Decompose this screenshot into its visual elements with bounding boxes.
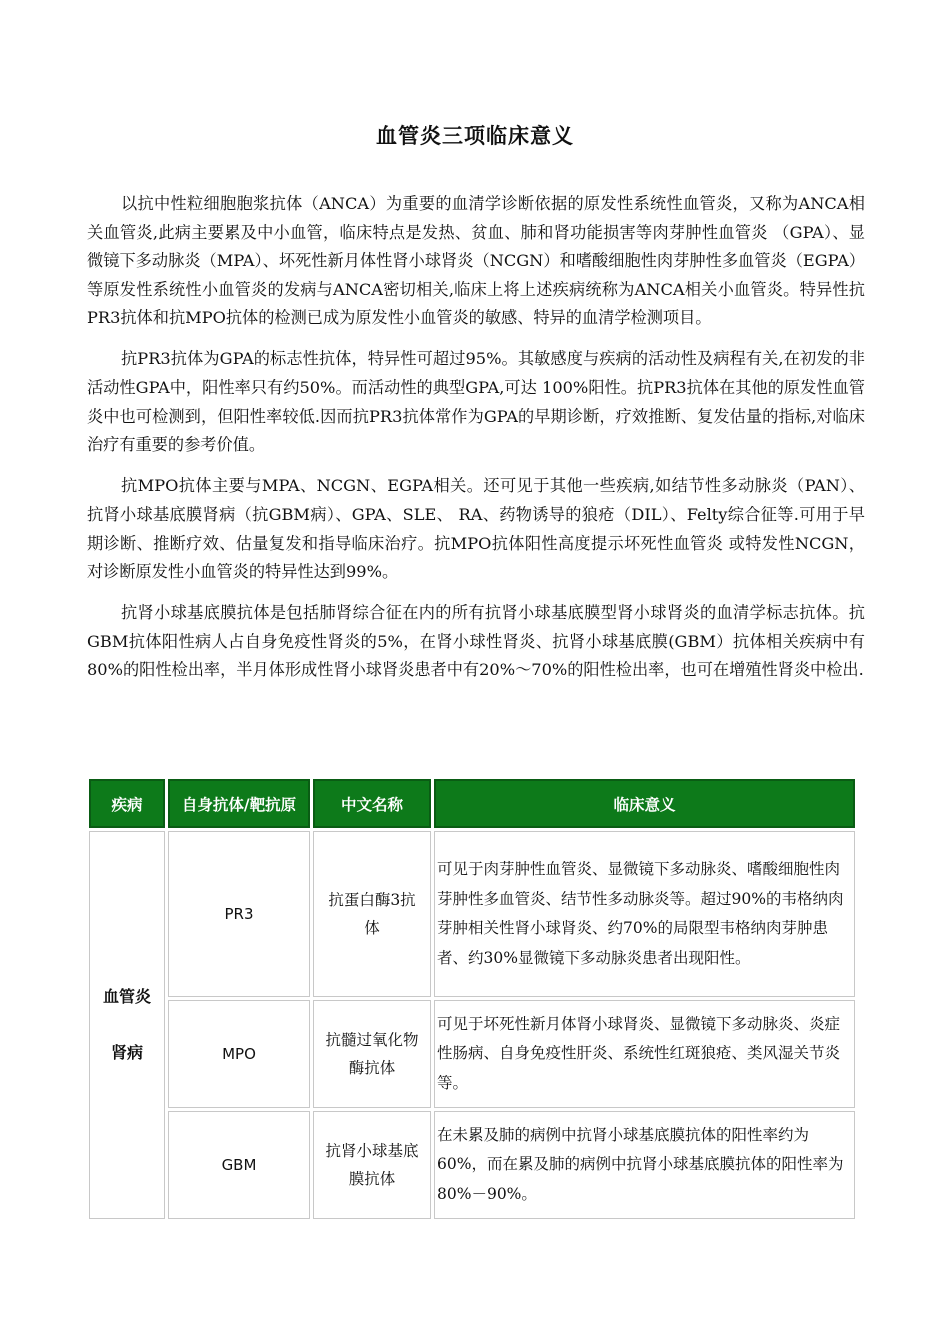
header-disease: 疾病	[89, 779, 165, 828]
table-header-row	[89, 779, 855, 828]
paragraph-mpo: 抗MPO抗体主要与MPA、NCGN、EGPA相关。还可见于其他一些疾病,如结节性多动脉炎（PAN）、抗肾小球基底膜肾病（抗GBM病）、GPA、SLE、 RA、药物诱导的狼疮（DIL）、Felty综合征等.可用于早期诊断、推断疗效、估量复发和指导临床治疗。抗MPO抗体阳性高度提示坏死性血管炎 或特发性NCGN，对诊断原发性小血管炎的特异性达到99%。	[87, 476, 865, 582]
antibody-cell: GBM	[168, 1111, 310, 1219]
paragraph-pr3: 抗PR3抗体为GPA的标志性抗体，特异性可超过95%。其敏感度与疾病的活动性及病程有关,在初发的非活动性GPA中，阳性率只有约50%。而活动性的典型GPA,可达 100%阳性。抗PR3抗体在其他的原发性血管炎中也可检测到，但阳性率较低.因而抗PR3抗体常作为GPA的早期诊断，疗效推断、复发估量的指标,对临床治疗有重要的参考价值。	[87, 349, 865, 455]
body-text	[87, 190, 865, 698]
chinese-name-cell	[313, 1000, 431, 1108]
chinese-name-cell	[313, 831, 431, 997]
header-chinese-name: 中文名称	[313, 779, 431, 828]
chinese-name-cell	[313, 1111, 431, 1219]
significance-cell: 可见于肉芽肿性血管炎、显微镜下多动脉炎、嗜酸细胞性肉芽肿性多血管炎、结节性多动脉炎等。超过90%的韦格纳肉芽肿相关性肾小球肾炎、约70%的局限型韦格纳肉芽肿患者、约30%显微镜下多动脉炎患者出现阳性。	[434, 831, 855, 997]
clinical-significance-table	[86, 776, 858, 1222]
significance-cell: 在未累及肺的病例中抗肾小球基底膜抗体的阳性率约为60%，而在累及肺的病例中抗肾小球基底膜抗体的阳性率为80%－90%。	[434, 1111, 855, 1219]
header-antibody: 自身抗体/靶抗原	[168, 779, 310, 828]
paragraph-anca-intro: 以抗中性粒细胞胞浆抗体（ANCA）为重要的血清学诊断依据的原发性系统性血管炎，又称为ANCA相关血管炎,此病主要累及中小血管，临床特点是发热、贫血、肺和肾功能损害等肉芽肿性血管炎 （GPA）、显微镜下多动脉炎（MPA）、坏死性新月体性肾小球肾炎（NCGN）和嗜酸细胞性肉芽肿性多血管炎（EGPA）等原发性系统性小血管炎的发病与ANCA密切相关,临床上将上述疾病统称为ANCA相关小血管炎。特异性抗 PR3抗体和抗MPO抗体的检测已成为原发性小血管炎的敏感、特异的血清学检测项目。	[87, 194, 865, 328]
table-row	[89, 831, 855, 997]
disease-label-line1: 血管炎	[102, 987, 151, 1006]
antibody-cell: PR3	[168, 831, 310, 997]
chinese-name-text: 抗肾小球基底膜抗体	[325, 1142, 419, 1188]
table-row	[89, 1111, 855, 1219]
chinese-name-text: 抗蛋白酶3抗体	[328, 891, 416, 937]
antibody-cell: MPO	[168, 1000, 310, 1108]
table-row	[89, 1000, 855, 1108]
disease-cell	[89, 831, 165, 1219]
page-title: 血管炎三项临床意义	[376, 123, 574, 148]
disease-label-line2: 肾病	[110, 1043, 143, 1062]
significance-cell: 可见于坏死性新月体肾小球肾炎、显微镜下多动脉炎、炎症性肠病、自身免疫性肝炎、系统性红斑狼疮、类风湿关节炎等。	[434, 1000, 855, 1108]
header-clinical-significance: 临床意义	[434, 779, 855, 828]
paragraph-gbm: 抗肾小球基底膜抗体是包括肺肾综合征在内的所有抗肾小球基底膜型肾小球肾炎的血清学标志抗体。抗GBM抗体阳性病人占自身免疫性肾炎的5%，在肾小球性肾炎、抗肾小球基底膜(GBM）抗体相关疾病中有80%的阳性检出率，半月体形成性肾小球肾炎患者中有20%～70%的阳性检出率，也可在增殖性肾炎中检出.	[87, 603, 865, 680]
chinese-name-text: 抗髓过氧化物酶抗体	[325, 1031, 419, 1077]
